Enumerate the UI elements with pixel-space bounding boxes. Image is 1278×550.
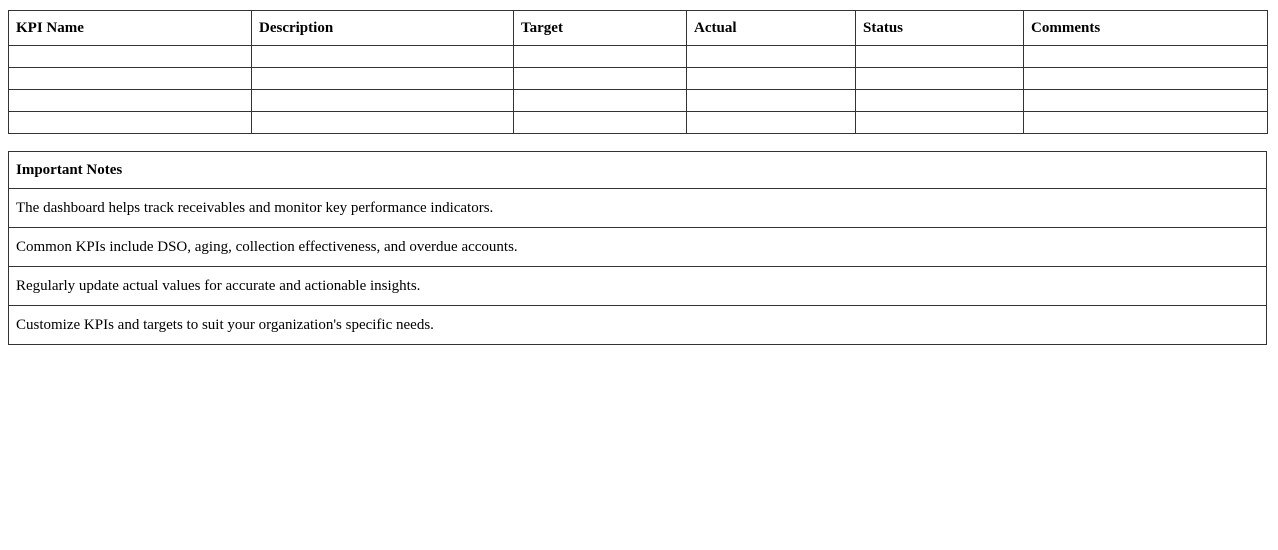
- kpi-empty-cell[interactable]: [856, 68, 1024, 90]
- kpi-header-row: [9, 11, 1268, 46]
- kpi-empty-cell[interactable]: [687, 46, 856, 68]
- kpi-empty-cell[interactable]: [9, 68, 252, 90]
- kpi-header-comments: Comments: [1024, 11, 1268, 46]
- kpi-empty-cell[interactable]: [1024, 68, 1268, 90]
- kpi-empty-cell[interactable]: [9, 90, 252, 112]
- kpi-table-row: [9, 46, 1268, 68]
- kpi-empty-cell[interactable]: [1024, 112, 1268, 134]
- kpi-header-actual: Actual: [687, 11, 856, 46]
- kpi-header-target: Target: [514, 11, 687, 46]
- kpi-empty-cell[interactable]: [252, 68, 514, 90]
- kpi-empty-cell[interactable]: [687, 112, 856, 134]
- kpi-empty-cell[interactable]: [9, 46, 252, 68]
- kpi-empty-cell[interactable]: [1024, 90, 1268, 112]
- kpi-empty-cell[interactable]: [252, 112, 514, 134]
- note-row: [9, 306, 1267, 345]
- kpi-table-row: [9, 90, 1268, 112]
- notes-table: [8, 151, 1267, 345]
- notes-title: Important Notes: [9, 152, 1267, 189]
- note-row: [9, 189, 1267, 228]
- kpi-empty-cell[interactable]: [856, 112, 1024, 134]
- kpi-empty-cell[interactable]: [252, 90, 514, 112]
- kpi-empty-cell[interactable]: [514, 90, 687, 112]
- notes-title-row: [9, 152, 1267, 189]
- kpi-header-description: Description: [252, 11, 514, 46]
- kpi-empty-cell[interactable]: [514, 68, 687, 90]
- kpi-empty-cell[interactable]: [252, 46, 514, 68]
- kpi-table-body: [9, 46, 1268, 134]
- kpi-table-row: [9, 112, 1268, 134]
- note-row: [9, 267, 1267, 306]
- note-item: Customize KPIs and targets to suit your organization's specific needs.: [9, 306, 1267, 345]
- kpi-empty-cell[interactable]: [514, 112, 687, 134]
- kpi-empty-cell[interactable]: [9, 112, 252, 134]
- kpi-empty-cell[interactable]: [856, 46, 1024, 68]
- note-item: Common KPIs include DSO, aging, collection effectiveness, and overdue accounts.: [9, 228, 1267, 267]
- note-item: The dashboard helps track receivables and monitor key performance indicators.: [9, 189, 1267, 228]
- kpi-header-status: Status: [856, 11, 1024, 46]
- note-item: Regularly update actual values for accurate and actionable insights.: [9, 267, 1267, 306]
- kpi-empty-cell[interactable]: [1024, 46, 1268, 68]
- kpi-empty-cell[interactable]: [687, 90, 856, 112]
- kpi-header-kpi-name: KPI Name: [9, 11, 252, 46]
- kpi-table: [8, 10, 1268, 134]
- kpi-empty-cell[interactable]: [687, 68, 856, 90]
- kpi-empty-cell[interactable]: [514, 46, 687, 68]
- kpi-empty-cell[interactable]: [856, 90, 1024, 112]
- kpi-table-row: [9, 68, 1268, 90]
- note-row: [9, 228, 1267, 267]
